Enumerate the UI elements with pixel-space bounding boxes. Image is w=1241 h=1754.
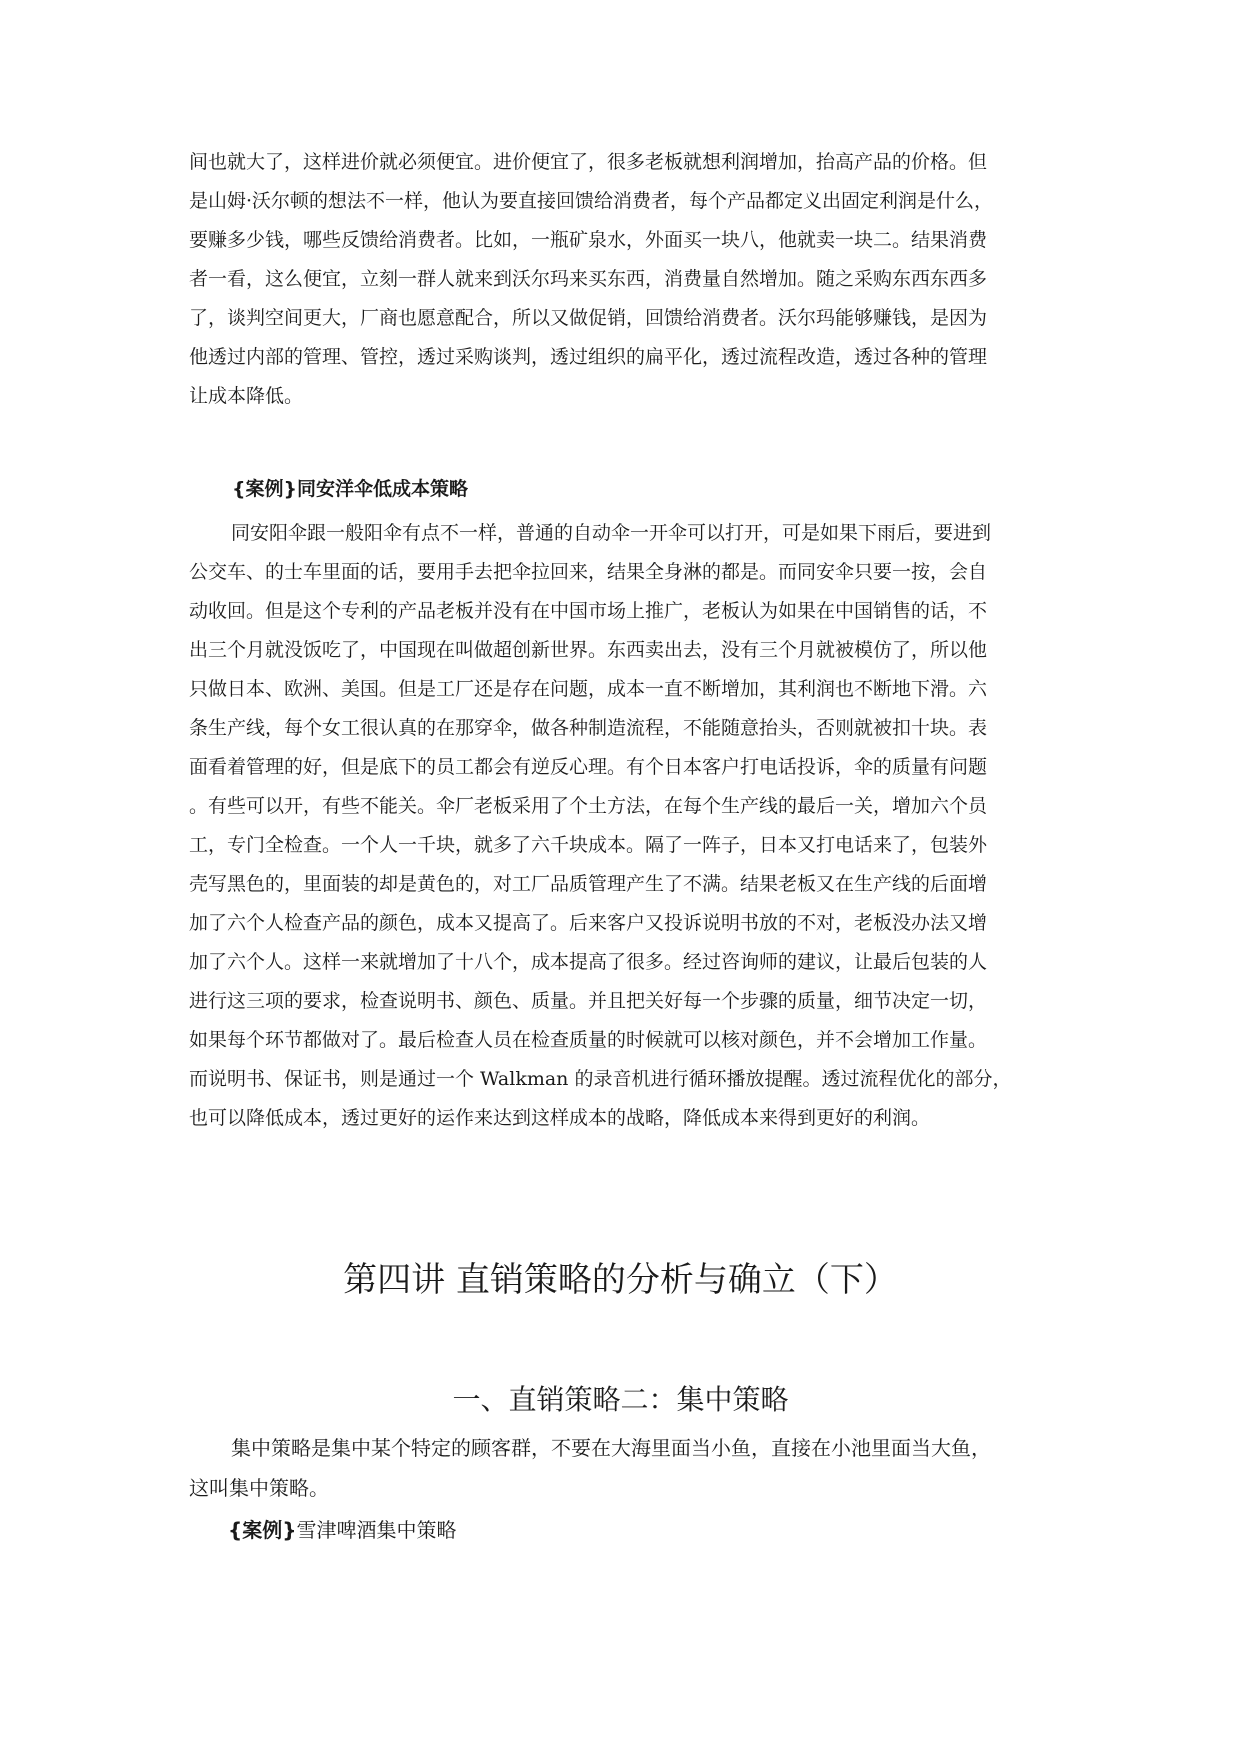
paragraph-focus-strategy [189,1428,1059,1508]
paragraph-line: 如果每个环节都做对了。最后检查人员在检查质量的时候就可以核对颜色，并不会增加工作量。 [189,1029,988,1051]
paragraph-line: 而说明书、保证书，则是通过一个 Walkman 的录音机进行循环播放提醒。透过流程优化的部分， [189,1068,1012,1090]
case-title-text: 雪津啤酒集中策略 [296,1518,457,1542]
paragraph-line: 。有些可以开，有些不能关。伞厂老板采用了个土方法，在每个生产线的最后一关，增加六个员 [189,795,988,817]
chapter-title: 第四讲 直销策略的分析与确立（下） [343,1260,898,1300]
paragraph-line: 进行这三项的要求，检查说明书、颜色、质量。并且把关好每一个步骤的质量，细节决定一切， [189,990,988,1012]
paragraph-line: 只做日本、欧洲、美国。但是工厂还是存在问题，成本一直不断增加，其利润也不断地下滑。六 [189,678,988,700]
paragraph-line: 让成本降低。 [189,385,304,407]
paragraph-line: 面看着管理的好，但是底下的员工都会有逆反心理。有个日本客户打电话投诉，伞的质量有问题 [189,756,988,778]
paragraph-line: 者一看，这么便宜，立刻一群人就来到沃尔玛来买东西，消费量自然增加。随之采购东西东西多 [189,268,988,290]
case-heading: {案例}同安洋伞低成本策略 [232,478,469,500]
paragraph-line: 集中策略是集中某个特定的顾客群，不要在大海里面当小鱼，直接在小池里面当大鱼， [231,1436,991,1460]
paragraph-line: 工，专门全检查。一个人一千块，就多了六千块成本。隔了一阵子，日本又打电话来了，包装外 [189,834,988,856]
paragraph-line: 是山姆·沃尔顿的想法不一样，他认为要直接回馈给消费者，每个产品都定义出固定利润是什么， [189,190,994,212]
paragraph-line: 了，谈判空间更大，厂商也愿意配合，所以又做促销，回馈给消费者。沃尔玛能够赚钱，是因为 [189,307,988,329]
paragraph-walmart [189,143,1059,416]
paragraph-line: 公交车、的士车里面的话，要用手去把伞拉回来，结果全身淋的都是。而同安伞只要一按，会自 [189,561,988,583]
paragraph-line: 也可以降低成本，透过更好的运作来达到这样成本的战略，降低成本来得到更好的利润。 [189,1107,931,1129]
case-label: {案例} [228,1518,297,1542]
section-title: 一、直销策略二：集中策略 [452,1383,789,1416]
paragraph-line: 条生产线，每个女工很认真的在那穿伞，做各种制造流程，不能随意抬头，否则就被扣十块。表 [189,717,988,739]
paragraph-line: 加了六个人。这样一来就增加了十八个，成本提高了很多。经过咨询师的建议，让最后包装的人 [189,951,988,973]
paragraph-line: 出三个月就没饭吃了，中国现在叫做超创新世界。东西卖出去，没有三个月就被模仿了，所以他 [189,639,988,661]
paragraph-line: 壳写黑色的，里面装的却是黄色的，对工厂品质管理产生了不满。结果老板又在生产线的后面增 [189,873,988,895]
paragraph-line: 同安阳伞跟一般阳伞有点不一样，普通的自动伞一开伞可以打开，可是如果下雨后，要进到 [231,522,992,544]
paragraph-line: 动收回。但是这个专利的产品老板并没有在中国市场上推广，老板认为如果在中国销售的话，不 [189,600,988,622]
case-heading-snow-beer [228,1510,456,1550]
paragraph-line: 要赚多少钱，哪些反馈给消费者。比如，一瓶矿泉水，外面买一块八，他就卖一块二。结果消费 [189,229,988,251]
paragraph-line: 这叫集中策略。 [189,1476,329,1500]
paragraph-tongan-umbrella [189,514,1059,1138]
paragraph-line: 加了六个人检查产品的颜色，成本又提高了。后来客户又投诉说明书放的不对，老板没办法又增 [189,912,988,934]
paragraph-line: 他透过内部的管理、管控，透过采购谈判，透过组织的扁平化，透过流程改造，透过各种的管理 [189,346,988,368]
paragraph-line: 间也就大了，这样进价就必须便宜。进价便宜了，很多老板就想利润增加，抬高产品的价格。但 [189,151,988,173]
